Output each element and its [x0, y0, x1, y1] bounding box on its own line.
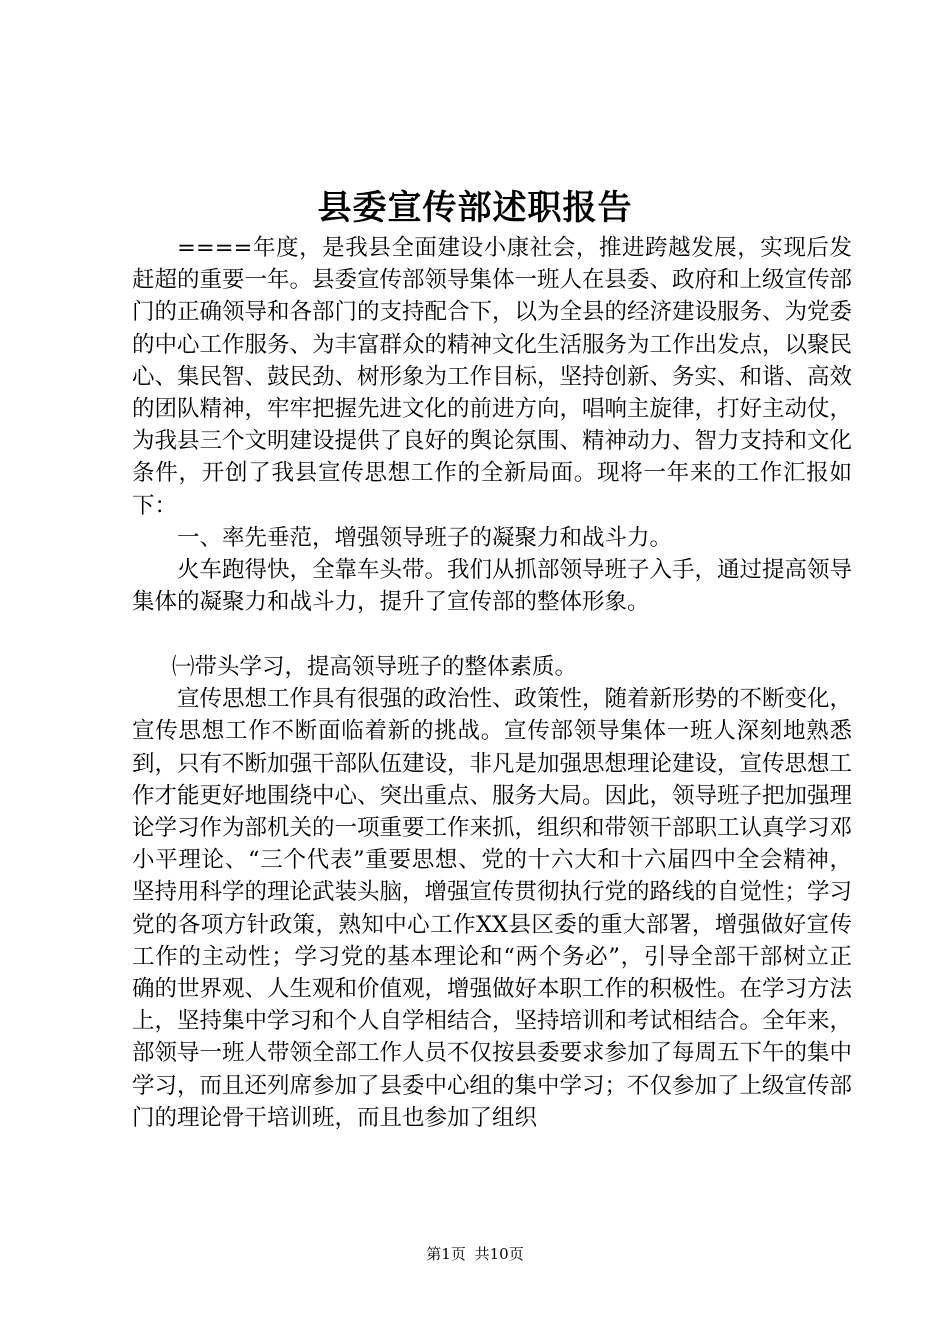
body-block-2 — [132, 651, 852, 1134]
page-number: 第1页 — [426, 1245, 466, 1263]
subsection-heading-1: ㈠带头学习，提高领导班子的整体素质。 — [172, 654, 578, 680]
intro-paragraph: ====年度，是我县全面建设小康社会，推进跨越发展，实现后发赶超的重要一年。县委宣传部领导集体一班人在县委、政府和上级宣传部门的正确领导和各部门的支持配合下，以为全县的经济建设服务、为党委的中心工作服务、为丰富群众的精神文化生活服务为工作出发点，以聚民心、集民智、鼓民劲、树形象为工作目标，坚持创新、务实、和谐、高效的团队精神，牢牢把握先进文化的前进方向，唱响主旋律，打好主动仗，为我县三个文明建设提供了良好的舆论氛围、精神动力、智力支持和文化条件，开创了我县宣传思想工作的全新局面。现将一年来的工作汇报如下： — [132, 235, 853, 519]
subsection-paragraph-1: 宣传思想工作具有很强的政治性、政策性，随着新形势的不断变化，宣传思想工作不断面临着新的挑战。宣传部领导集体一班人深刻地熟悉到，只有不断加强干部队伍建设，非凡是加强思想理论建设，宣传思想工作才能更好地围绕中心、突出重点、服务大局。因此，领导班子把加强理论学习作为部机关的一项重要工作来抓，组织和带领干部职工认真学习邓小平理论、“三个代表”重要思想、党的十六大和十六届四中全会精神，坚持用科学的理论武装头脑，增强宣传贯彻执行党的路线的自觉性；学习党的各项方针政策，熟知中心工作XX县区委的重大部署，增强做好宣传工作的主动性；学习党的基本理论和“两个务必”，引导全部干部树立正确的世界观、人生观和价值观，增强做好本职工作的积极性。在学习方法上，坚持集中学习和个人自学相结合，坚持培训和考试相结合。全年来，部领导一班人带领全部工作人员不仅按县委要求参加了每周五下午的集中学习，而且还列席参加了县委中心组的集中学习；不仅参加了上级宣传部门的理论骨干培训班，而且也参加了组织 — [132, 686, 853, 1131]
section-heading-1: 一、率先垂范，增强领导班子的凝聚力和战斗力。 — [177, 524, 673, 551]
body-block-1 — [132, 232, 852, 618]
page-footer — [0, 1244, 950, 1264]
section-paragraph-1: 火车跑得快，全靠车头带。我们从抓部领导班子入手，通过提高领导集体的凝聚力和战斗力，提升了宣传部的整体形象。 — [132, 557, 853, 616]
document-title: 县委宣传部述职报告 — [317, 188, 633, 228]
page-total: 共10页 — [474, 1245, 524, 1263]
